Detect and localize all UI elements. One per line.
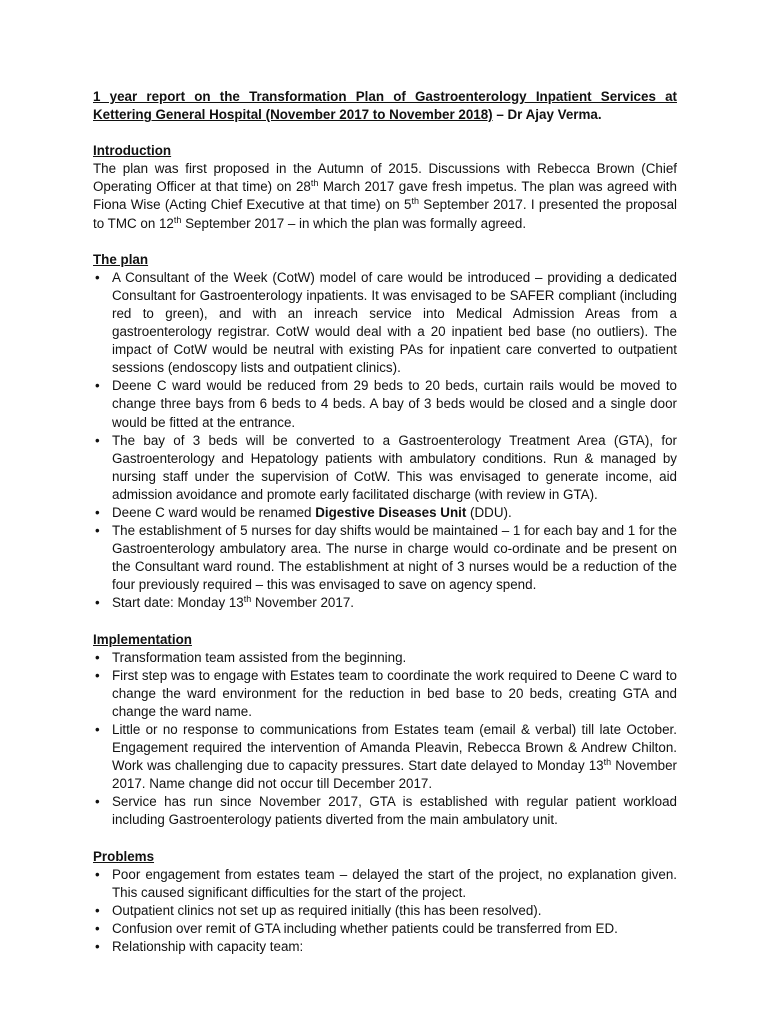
list-item: • Poor engagement from estates team – delayed the start of the project, no explanation given. This caused significant difficulties for the start of the project.	[93, 866, 677, 902]
introduction-heading: Introduction	[93, 143, 172, 159]
list-item: • Deene C ward would be reduced from 29 beds to 20 beds, curtain rails would be moved to change three bays from 6 beds to 4 beds. A bay of 3 beds would be closed and a single door would be fitted at the entrance.	[93, 377, 677, 431]
list-item: • A Consultant of the Week (CotW) model of care would be introduced – providing a dedicated Consultant for Gastroenterology inpatients. It was envisaged to be SAFER compliant (including red to green), and with an inreach service into Medical Admission Areas from a gastroenterology registrar. CotW would deal with a 20 inpatient bed base (no outliers). The impact of CotW would be neutral with existing PAs for inpatient care converted to outpatient sessions (endoscopy lists and outpatient clinics).	[93, 269, 677, 378]
intro-sup-1: th	[310, 178, 319, 189]
plan-item4-text: Deene C ward would be renamed	[112, 504, 316, 520]
list-item: • The establishment of 5 nurses for day shifts would be maintained – 1 for each bay and 1 for the Gastroenterology ambulatory area. The nurse in charge would co-ordinate and be present on the Consultant ward round. The establishment at night of 3 nurses would be a reduction of the four previously required – this was envisaged to save on agency spend.	[93, 522, 677, 594]
implementation-heading: Implementation	[93, 631, 192, 647]
plan-list	[93, 269, 677, 613]
intro-text-1: The plan was first proposed in the Autumn of 2015. Discussions with Rebecca Brown (Chief Operating Officer at that time) on 28	[93, 161, 677, 195]
list-item	[93, 721, 677, 793]
list-item	[93, 594, 677, 612]
intro-text-4: September 2017 – in which the plan was formally agreed.	[181, 215, 527, 231]
list-item: • Transformation team assisted from the beginning.	[93, 649, 677, 667]
intro-text-3: September 2017. I presented the proposal to TMC on 12	[93, 197, 678, 231]
intro-text-2: March 2017 gave fresh impetus. The plan was agreed with Fiona Wise (Acting Chief Executive at that time) on 5	[93, 179, 677, 213]
plan-heading: The plan	[93, 251, 149, 267]
intro-sup-2: th	[411, 196, 419, 207]
list-item: • The bay of 3 beds will be converted to a Gastroenterology Treatment Area (GTA), for Gastroenterology and Hepatology patients with ambulatory conditions. Run & managed by nursing staff under the supervision of CotW. This was envisaged to generate income, aid admission avoidance and promote early facilitated discharge (with review in GTA).	[93, 432, 677, 504]
list-item: • Confusion over remit of GTA including whether patients could be transferred from ED.	[93, 920, 677, 938]
problems-list	[93, 866, 677, 956]
introduction-paragraph	[93, 160, 677, 232]
plan-item6-sup: th	[243, 594, 252, 605]
implementation-list	[93, 649, 677, 830]
plan-item4-text-end: (DDU).	[466, 504, 512, 520]
impl-item3-sup: th	[603, 757, 612, 768]
impl-item3-text: Little or no response to communications from Estates team (email & verbal) till late October. Engagement required the intervention of Amanda Pleavin, Rebecca Brown & Andrew Chilton. Work was challenging due to capacity pressures. Start date delayed to Monday 13	[112, 722, 677, 774]
list-item: • Outpatient clinics not set up as required initially (this has been resolved).	[93, 902, 677, 920]
list-item	[93, 504, 677, 522]
intro-sup-3: th	[173, 214, 182, 225]
list-item: • Service has run since November 2017, GTA is established with regular patient workload including Gastroenterology patients diverted from the main ambulatory unit.	[93, 793, 677, 829]
report-title-underlined: 1 year report on the Transformation Plan of Gastroenterology Inpatient Services at Kettering General Hospital (November 2017 to November 2018)	[93, 89, 677, 123]
impl-item3-text-end: November 2017. Name change did not occur till December 2017.	[112, 758, 677, 792]
plan-item6-text-end: November 2017.	[251, 595, 354, 611]
list-item: • First step was to engage with Estates team to coordinate the work required to Deene C ward to change the ward environment for the reduction in bed base to 20 beds, creating GTA and change the ward name.	[93, 667, 677, 721]
problems-heading: Problems	[93, 848, 155, 864]
plan-item6-text: Start date: Monday 13	[112, 595, 244, 611]
report-title	[93, 88, 677, 124]
list-item: • Relationship with capacity team:	[93, 938, 677, 956]
plan-item4-bold: Digestive Diseases Unit	[315, 504, 467, 520]
report-author: – Dr Ajay Verma.	[492, 107, 602, 123]
